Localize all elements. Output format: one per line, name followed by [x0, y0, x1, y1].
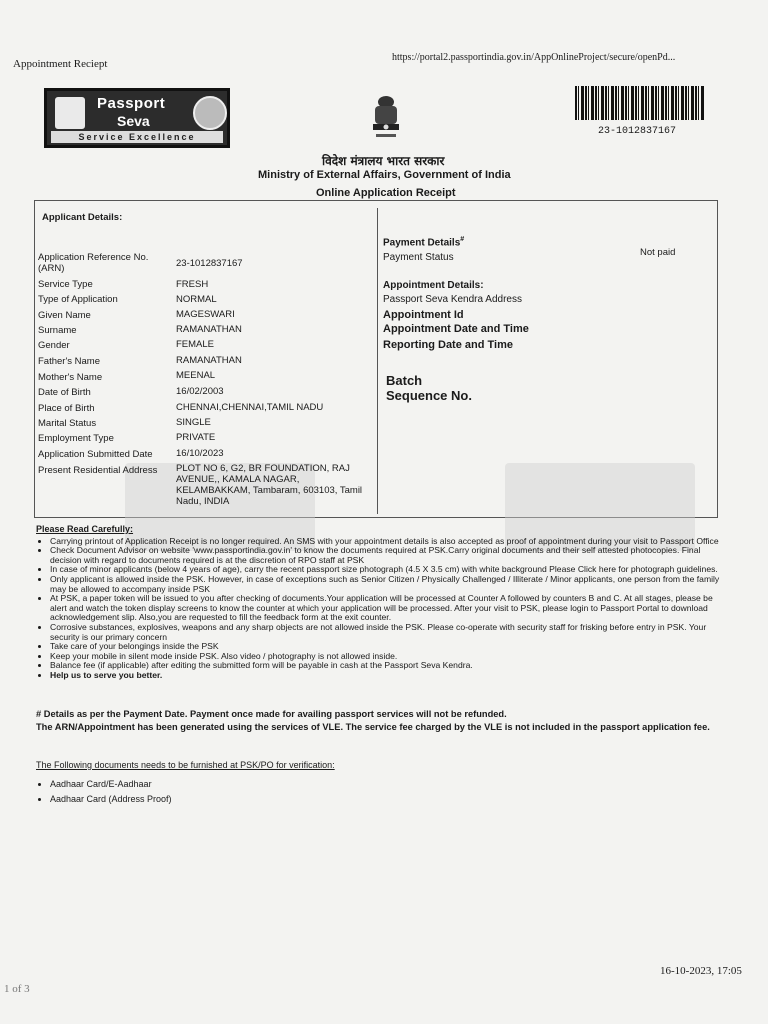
row-label: Gender — [38, 340, 70, 351]
barcode-number: 23-1012837167 — [598, 126, 677, 137]
row-label: Application Submitted Date — [38, 449, 153, 460]
logo-line1: Passport — [97, 95, 166, 112]
instruction-item: • Carrying printout of Application Receipt is no longer required. An SMS with your appointment details is also accepted as proof of appointment during your visit to Passport Office — [50, 537, 720, 547]
passport-seva-logo — [44, 88, 230, 148]
row-label-address: Present Residential Address — [38, 465, 158, 476]
row-value-arn: 23-1012837167 — [176, 258, 243, 269]
appointment-details-title: Appointment Details: — [383, 280, 484, 291]
payment-status-label: Payment Status — [383, 252, 454, 263]
row-label: Service Type — [38, 279, 93, 290]
instruction-item: • Balance fee (if applicable) after editing the submitted form will be payable in cash at the Passport Seva Kendra. — [50, 661, 720, 671]
row-label: Place of Birth — [38, 403, 95, 414]
instruction-item: • Help us to serve you better. — [50, 671, 720, 681]
row-label: Given Name — [38, 310, 91, 321]
instructions-list — [36, 537, 720, 681]
emblem-small-icon — [55, 97, 85, 129]
header-left-title: Appointment Reciept — [13, 58, 108, 70]
sequence-label: Sequence No. — [386, 388, 472, 403]
header-url: https://portal2.passportindia.gov.in/AppOnlineProject/secure/openPd... — [392, 52, 676, 63]
national-emblem-icon — [365, 92, 407, 146]
appointment-id-label: Appointment Id — [383, 309, 464, 321]
row-label: Type of Application — [38, 294, 118, 305]
footer-page-number: 1 of 3 — [4, 983, 30, 995]
row-label: Father's Name — [38, 356, 101, 367]
row-label: Mother's Name — [38, 372, 103, 383]
logo-line2: Seva — [117, 113, 150, 129]
globe-icon — [193, 96, 227, 130]
instruction-item: • In case of minor applicants (below 4 years of age), carry the recent passport size photograph (4.5 X 3.5 cm) with white background Please Click here for photograph guidelines. — [50, 565, 720, 575]
instruction-item: • Check Document Advisor on website 'www.passportindia.gov.in' to know the documents required at PSK.Carry original documents and their self attested photocopies. Final decision with regard to documents required is at the discretion of RPO staff at PSK — [50, 546, 720, 565]
psk-address-label: Passport Seva Kendra Address — [383, 294, 522, 305]
row-label-arn: Application Reference No.(ARN) — [38, 252, 149, 274]
row-value: 16/10/2023 — [176, 448, 224, 459]
instruction-item: • Corrosive substances, explosives, weapons and any sharp objects are not allowed inside the PSK. Please co-operate with security staff for frisking before entry in PSK. Your security is our primary concern — [50, 623, 720, 642]
row-value: RAMANATHAN — [176, 355, 242, 366]
documents-list — [36, 777, 172, 807]
row-value: PRIVATE — [176, 432, 216, 443]
row-value: FEMALE — [176, 339, 215, 350]
row-value-address: PLOT NO 6, G2, BR FOUNDATION, RAJ AVENUE,, KAMALA NAGAR, KELAMBAKKAM, Tambaram, 603103, Tamil Nadu, INDIA — [176, 463, 363, 507]
row-label: Date of Birth — [38, 387, 91, 398]
row-value: MAGESWARI — [176, 309, 235, 320]
logo-tagline: Service Excellence — [51, 131, 223, 143]
instructions — [36, 525, 720, 681]
row-value: FRESH — [176, 279, 209, 290]
document-item: • Aadhaar Card (Address Proof) — [50, 792, 172, 807]
column-divider — [377, 208, 378, 514]
barcode — [575, 86, 705, 120]
instruction-item: • At PSK, a paper token will be issued to you after checking of documents.Your application will be processed at Counter A followed by counters B and C. At all stages, please be alert and watch the token display screens to know the counter at which your application will be processed. After your visit to PSK, please login to Passport Portal to download acknowledgement slip. Also,you are requested to fill the feedback form at the exit counter. — [50, 594, 720, 623]
applicant-details-title: Applicant Details: — [42, 212, 123, 223]
row-value: NORMAL — [176, 294, 217, 305]
payment-status-value: Not paid — [640, 247, 676, 258]
reporting-date-label: Reporting Date and Time — [383, 339, 513, 351]
batch-sequence — [386, 373, 472, 403]
instruction-item: • Keep your mobile in silent mode inside PSK. Also video / photography is not allowed inside. — [50, 652, 720, 662]
vle-note: The ARN/Appointment has been generated using the services of VLE. The service fee charged by the VLE is not included in the passport application fee. — [36, 722, 710, 732]
appointment-date-label: Appointment Date and Time — [383, 323, 529, 335]
row-value: SINGLE — [176, 417, 211, 428]
row-label: Employment Type — [38, 433, 114, 444]
row-label: Marital Status — [38, 418, 97, 429]
row-value: CHENNAI,CHENNAI,TAMIL NADU — [176, 402, 324, 413]
documents-title: The Following documents needs to be furnished at PSK/PO for verification: — [36, 760, 335, 770]
batch-label: Batch — [386, 373, 423, 388]
row-value: MEENAL — [176, 370, 216, 381]
footer-datetime: 16-10-2023, 17:05 — [660, 965, 742, 977]
document-item: • Aadhaar Card/E-Aadhaar — [50, 777, 172, 792]
instruction-item: • Take care of your belongings inside the PSK — [50, 642, 720, 652]
payment-details-title: Payment Details# — [383, 236, 465, 249]
instructions-heading: Please Read Carefully: — [36, 524, 134, 534]
row-label: Surname — [38, 325, 77, 336]
ministry-hindi: विदेश मंत्रालय भारत सरकार — [322, 154, 445, 168]
refund-note: # Details as per the Payment Date. Payment once made for availing passport services will not be refunded. — [36, 709, 507, 719]
row-value: 16/02/2003 — [176, 386, 224, 397]
ministry-english: Ministry of External Affairs, Government of India — [258, 169, 511, 181]
receipt-title: Online Application Receipt — [316, 187, 456, 199]
instruction-item: • Only applicant is allowed inside the PSK. However, in case of exceptions such as Senior Citizen / Physically Challenged / Illiterate / Minor applicants, one person from the family may be allowed to accompany inside PSK — [50, 575, 720, 594]
row-value: RAMANATHAN — [176, 324, 242, 335]
